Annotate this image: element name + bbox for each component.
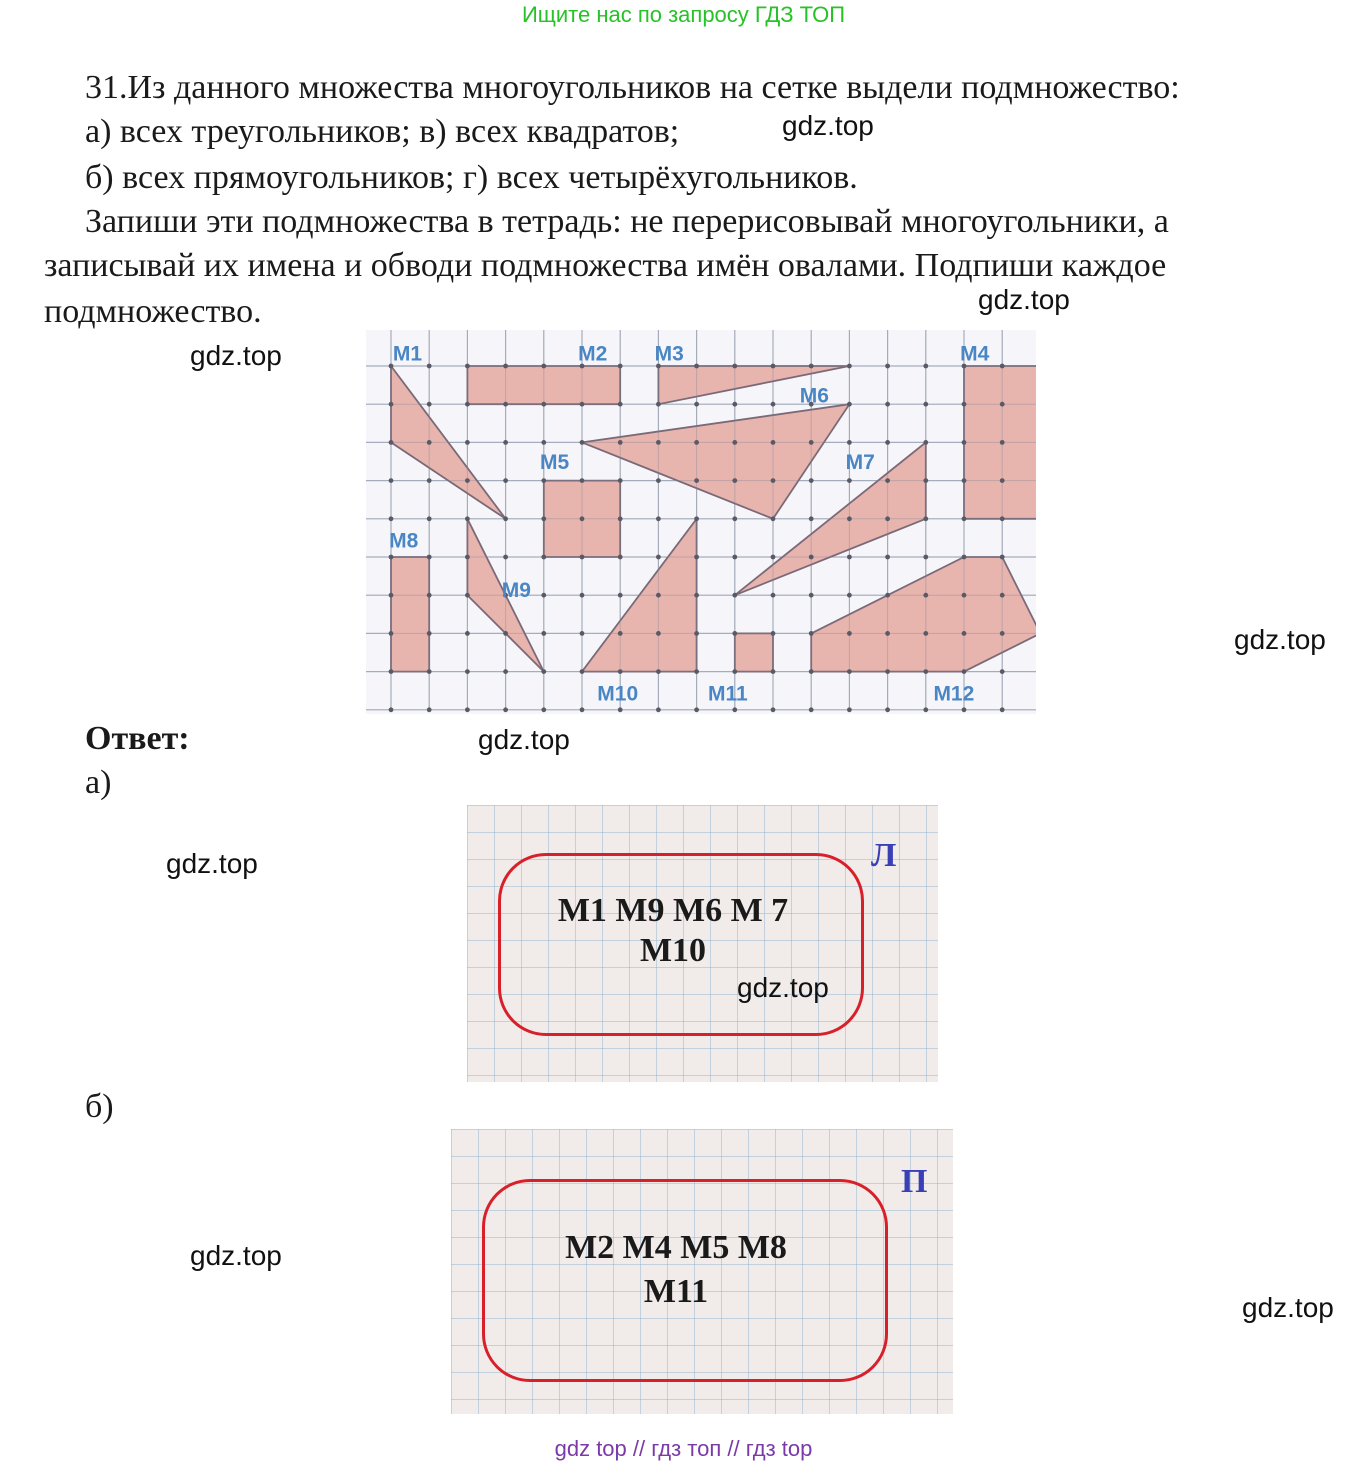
grid-dot (580, 440, 585, 445)
answer-b-paper (451, 1129, 953, 1414)
grid-dot (732, 440, 737, 445)
grid-dot (694, 364, 699, 369)
grid-dot (465, 478, 470, 483)
grid-dot (847, 364, 852, 369)
grid-dot (809, 364, 814, 369)
grid-dot (465, 555, 470, 560)
grid-dot (694, 516, 699, 521)
figure-label-m6: M6 (799, 384, 829, 408)
grid-dot (656, 440, 661, 445)
grid-dot (885, 364, 890, 369)
grid-dot (541, 478, 546, 483)
grid-dot (771, 555, 776, 560)
grid-dot (732, 707, 737, 712)
grid-dot (847, 516, 852, 521)
task-line-2: а) всех треугольников; в) всех квадратов; (85, 113, 680, 150)
grid-dot (923, 478, 928, 483)
grid-dot (923, 707, 928, 712)
grid-dot (809, 516, 814, 521)
answer-b-label: б) (85, 1088, 114, 1125)
grid-dot (694, 555, 699, 560)
grid-dot (885, 478, 890, 483)
grid-dot (1000, 364, 1005, 369)
grid-dot (732, 631, 737, 636)
grid-dot (847, 555, 852, 560)
grid-dot (389, 402, 394, 407)
grid-dot (1000, 516, 1005, 521)
figure-label-m2: M2 (578, 342, 608, 366)
grid-dot (923, 516, 928, 521)
figure-label-m5: M5 (539, 451, 570, 475)
grid-dot (541, 516, 546, 521)
grid-dot (885, 402, 890, 407)
grid-dot (923, 440, 928, 445)
task-line-4: Запиши эти подмножества в тетрадь: не перерисовывай многоугольники, а (85, 203, 1169, 240)
grid-dot (809, 478, 814, 483)
grid-dot (503, 478, 508, 483)
grid-dot (694, 478, 699, 483)
watermark: gdz.top (978, 284, 1070, 315)
grid-dot (962, 555, 967, 560)
grid-dot (389, 669, 394, 674)
grid-dot (618, 402, 623, 407)
grid-dot (885, 516, 890, 521)
grid-dot (618, 593, 623, 598)
grid-dot (847, 440, 852, 445)
footer-links: gdz top // гдз топ // гдз top (554, 1436, 813, 1461)
grid-dot (809, 669, 814, 674)
grid-dot (885, 707, 890, 712)
grid-dot (694, 669, 699, 674)
grid-dot (618, 555, 623, 560)
grid-dot (732, 555, 737, 560)
grid-dot (885, 440, 890, 445)
grid-dot (923, 669, 928, 674)
grid-dot (809, 440, 814, 445)
grid-dot (618, 440, 623, 445)
grid-dot (962, 402, 967, 407)
answer-a-paper (467, 805, 938, 1082)
grid-dot (771, 707, 776, 712)
grid-dot (962, 669, 967, 674)
task-line-1: 31.Из данного множества многоугольников на сетке выдели подмножество: (85, 69, 1180, 106)
grid-dot (503, 440, 508, 445)
figure-label-m3: M3 (654, 342, 684, 366)
grid-dot (580, 669, 585, 674)
grid-dot (427, 364, 432, 369)
grid-dot (427, 555, 432, 560)
grid-dot (809, 631, 814, 636)
figure-label-m8: M8 (389, 529, 419, 553)
grid-dot (962, 440, 967, 445)
polygon-m8 (391, 557, 429, 672)
grid-dot (465, 593, 470, 598)
figure-label-m11: M11 (708, 682, 748, 706)
grid-dot (618, 364, 623, 369)
grid-dot (656, 516, 661, 521)
grid-dot (389, 707, 394, 712)
grid-dot (465, 707, 470, 712)
grid-dot (847, 669, 852, 674)
grid-dot (427, 593, 432, 598)
grid-dot (1000, 669, 1005, 674)
answer-a-set-names (523, 891, 823, 971)
grid-dot (465, 402, 470, 407)
polygon-m11 (735, 633, 773, 671)
grid-dot (1000, 478, 1005, 483)
grid-dot (1000, 555, 1005, 560)
grid-dot (465, 631, 470, 636)
grid-dot (732, 364, 737, 369)
watermark: gdz.top (478, 724, 570, 755)
grid-dot (503, 707, 508, 712)
figure-label-m10: M10 (597, 682, 639, 706)
grid-dot (389, 631, 394, 636)
figure-label-m1: M1 (392, 342, 423, 366)
grid-dot (885, 631, 890, 636)
grid-dot (771, 593, 776, 598)
grid-dot (503, 669, 508, 674)
watermark: gdz.top (190, 1240, 282, 1271)
grid-dot (962, 593, 967, 598)
grid-dot (580, 478, 585, 483)
grid-dot (809, 593, 814, 598)
grid-dot (771, 516, 776, 521)
grid-dot (656, 402, 661, 407)
grid-dot (656, 593, 661, 598)
grid-dot (618, 516, 623, 521)
grid-dot (656, 707, 661, 712)
grid-dot (962, 631, 967, 636)
grid-dot (732, 478, 737, 483)
grid-dot (618, 707, 623, 712)
grid-dot (771, 364, 776, 369)
grid-dot (580, 555, 585, 560)
grid-dot (809, 555, 814, 560)
grid-dot (389, 555, 394, 560)
figure-label-m12: M12 (933, 682, 975, 706)
grid-dot (580, 516, 585, 521)
watermark: gdz.top (1234, 624, 1326, 655)
watermark: gdz.top (782, 110, 874, 141)
grid-dot (427, 440, 432, 445)
grid-dot (885, 555, 890, 560)
grid-dot (465, 516, 470, 521)
watermark: gdz.top (190, 340, 282, 371)
grid-dot (503, 555, 508, 560)
grid-dot (503, 631, 508, 636)
grid-dot (656, 631, 661, 636)
grid-dot (1000, 593, 1005, 598)
grid-dot (1000, 631, 1005, 636)
grid-dot (732, 669, 737, 674)
grid-dot (847, 402, 852, 407)
search-banner: Ищите нас по запросу ГДЗ ТОП (521, 2, 846, 27)
grid-dot (503, 516, 508, 521)
grid-dot (694, 440, 699, 445)
grid-dot (656, 555, 661, 560)
grid-dot (541, 440, 546, 445)
grid-dot (656, 478, 661, 483)
grid-dot (923, 631, 928, 636)
answer-a-names-line-1: M1 M9 M6 M 7 (557, 892, 789, 929)
watermark: gdz.top (166, 848, 258, 879)
grid-dot (656, 669, 661, 674)
grid-dot (923, 402, 928, 407)
grid-dot (923, 364, 928, 369)
grid-dot (541, 669, 546, 674)
grid-dot (962, 707, 967, 712)
answer-b-names-line-2: M11 (643, 1273, 709, 1310)
grid-dot (885, 669, 890, 674)
answer-a-set-letter: Л (871, 837, 897, 874)
grid-dot (427, 516, 432, 521)
grid-dot (923, 555, 928, 560)
watermark: gdz.top (1242, 1292, 1334, 1323)
grid-dot (541, 555, 546, 560)
grid-dot (389, 440, 394, 445)
grid-dot (694, 593, 699, 598)
task-line-6: подмножество. (44, 293, 262, 330)
grid-dot (389, 593, 394, 598)
grid-dot (465, 440, 470, 445)
grid-dot (580, 402, 585, 407)
watermark: gdz.top (737, 972, 829, 1003)
grid-dot (923, 593, 928, 598)
grid-dot (618, 631, 623, 636)
grid-dot (618, 669, 623, 674)
grid-dot (427, 631, 432, 636)
grid-dot (847, 478, 852, 483)
grid-dot (541, 631, 546, 636)
grid-dot (809, 707, 814, 712)
figure-label-m4: M4 (960, 342, 990, 366)
grid-dot (771, 631, 776, 636)
answer-b-set-names (521, 1228, 831, 1312)
grid-dot (427, 707, 432, 712)
grid-dot (389, 516, 394, 521)
polygon-grid-figure (366, 330, 1036, 714)
grid-dot (732, 402, 737, 407)
answer-a-names-line-2: M10 (639, 932, 707, 969)
grid-dot (389, 478, 394, 483)
grid-dot (694, 707, 699, 712)
grid-dot (618, 478, 623, 483)
grid-dot (580, 707, 585, 712)
grid-dot (771, 669, 776, 674)
grid-dot (541, 364, 546, 369)
grid-dot (962, 516, 967, 521)
task-line-5: записывай их имена и обводи подмножества имён овалами. Подпиши каждое (44, 247, 1167, 284)
grid-dot (962, 478, 967, 483)
grid-dot (541, 402, 546, 407)
answer-b-set-letter: П (901, 1163, 928, 1200)
grid-dot (847, 707, 852, 712)
grid-dot (1000, 440, 1005, 445)
answer-b-names-line-1: M2 M4 M5 M8 (565, 1229, 787, 1266)
grid-dot (771, 440, 776, 445)
grid-dot (1000, 402, 1005, 407)
grid-dot (732, 593, 737, 598)
grid-dot (503, 364, 508, 369)
grid-dot (732, 516, 737, 521)
grid-dot (1000, 707, 1005, 712)
grid-dot (580, 631, 585, 636)
task-line-3: б) всех прямоугольников; г) всех четырёхугольников. (85, 159, 858, 196)
figure-label-m9: M9 (501, 579, 531, 603)
answer-heading: Ответ: (85, 720, 190, 757)
grid-dot (847, 631, 852, 636)
grid-dot (427, 478, 432, 483)
grid-dot (427, 669, 432, 674)
grid-dot (847, 593, 852, 598)
figure-label-m7: M7 (845, 451, 875, 475)
grid-dot (503, 402, 508, 407)
grid-dot (580, 593, 585, 598)
grid-dot (771, 402, 776, 407)
grid-dot (771, 478, 776, 483)
answer-a-label: а) (85, 764, 112, 801)
grid-dot (694, 402, 699, 407)
grid-dot (885, 593, 890, 598)
grid-dot (465, 364, 470, 369)
grid-dot (465, 669, 470, 674)
grid-dot (541, 707, 546, 712)
grid-dot (694, 631, 699, 636)
grid-dot (541, 593, 546, 598)
grid-dot (427, 402, 432, 407)
